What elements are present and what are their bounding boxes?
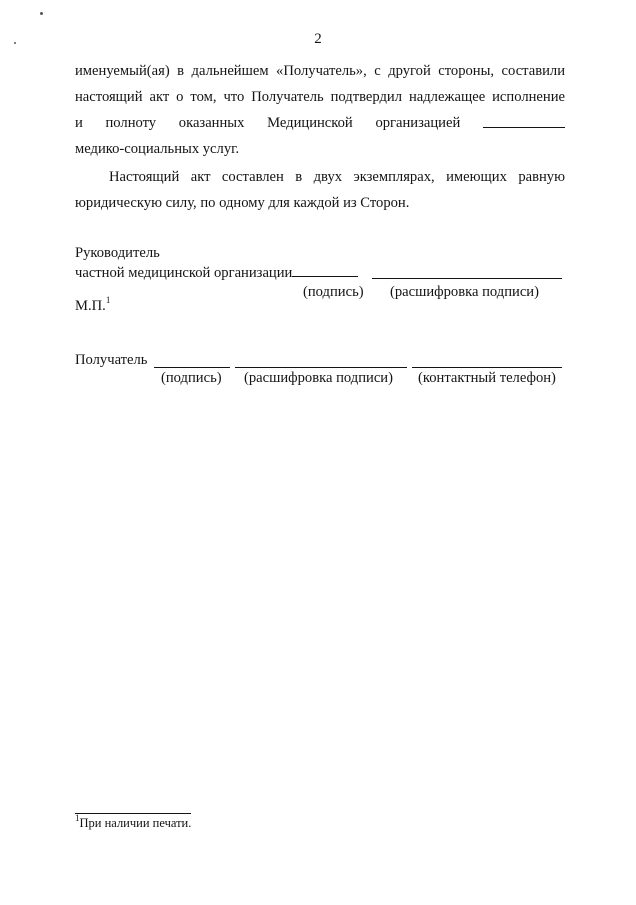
- scan-speck: [40, 12, 43, 15]
- head-decoding-blank[interactable]: [372, 266, 562, 279]
- paragraph-1-line-3: [75, 115, 565, 132]
- head-title-line-2: [75, 264, 358, 282]
- seal-footnote-mark: 1: [105, 295, 111, 306]
- paragraph-1-line-1-text: именуемый(ая) в дальнейшем «Получатель», с другой стороны, составили: [75, 63, 565, 79]
- organization-name-blank[interactable]: [483, 115, 565, 128]
- recipient-signature-blank[interactable]: [154, 355, 230, 368]
- word-provided: оказанных: [178, 115, 245, 131]
- paragraph-2-line-1-text: Настоящий акт составлен в двух экземплярах, имеющих равную: [109, 169, 565, 185]
- page-number: 2: [314, 31, 322, 47]
- recipient-phone-blank[interactable]: [412, 355, 562, 368]
- seal-label-text: М.П.: [75, 298, 106, 314]
- paragraph-2-line-2: юридическую силу, по одному для каждой из Сторон.: [75, 195, 410, 211]
- head-hint-decoding: (расшифровка подписи): [390, 284, 539, 300]
- head-hint-signature: (подпись): [303, 284, 364, 300]
- paragraph-1-line-4: медико-социальных услуг.: [75, 141, 240, 157]
- seal-label: [75, 295, 111, 315]
- recipient-hint-decoding: (расшифровка подписи): [244, 370, 393, 386]
- word-completeness: полноту: [105, 115, 157, 131]
- footnote-text: При наличии печати.: [79, 816, 192, 830]
- paragraph-1-line-1: [75, 63, 565, 80]
- paragraph-1-line-2-text: настоящий акт о том, что Получатель подтвердил надлежащее исполнение: [75, 89, 565, 105]
- footnote-mark: 1: [75, 812, 80, 823]
- paragraph-1-line-2: [75, 89, 565, 106]
- footnote: [75, 812, 192, 831]
- recipient-hint-phone: (контактный телефон): [418, 370, 556, 386]
- head-title-line-1: Руководитель: [75, 245, 160, 261]
- recipient-label: Получатель: [75, 352, 148, 368]
- head-signature-blank[interactable]: [292, 264, 358, 277]
- word-medical: Медицинской: [267, 115, 353, 131]
- word-organization: организацией: [375, 115, 461, 131]
- recipient-decoding-blank[interactable]: [235, 355, 407, 368]
- paragraph-2-line-1: [75, 169, 565, 186]
- word-and: и: [75, 115, 83, 131]
- head-title-line-2-text: частной медицинской организации: [75, 265, 293, 281]
- footnote-divider: [75, 813, 191, 814]
- recipient-hint-signature: (подпись): [161, 370, 222, 386]
